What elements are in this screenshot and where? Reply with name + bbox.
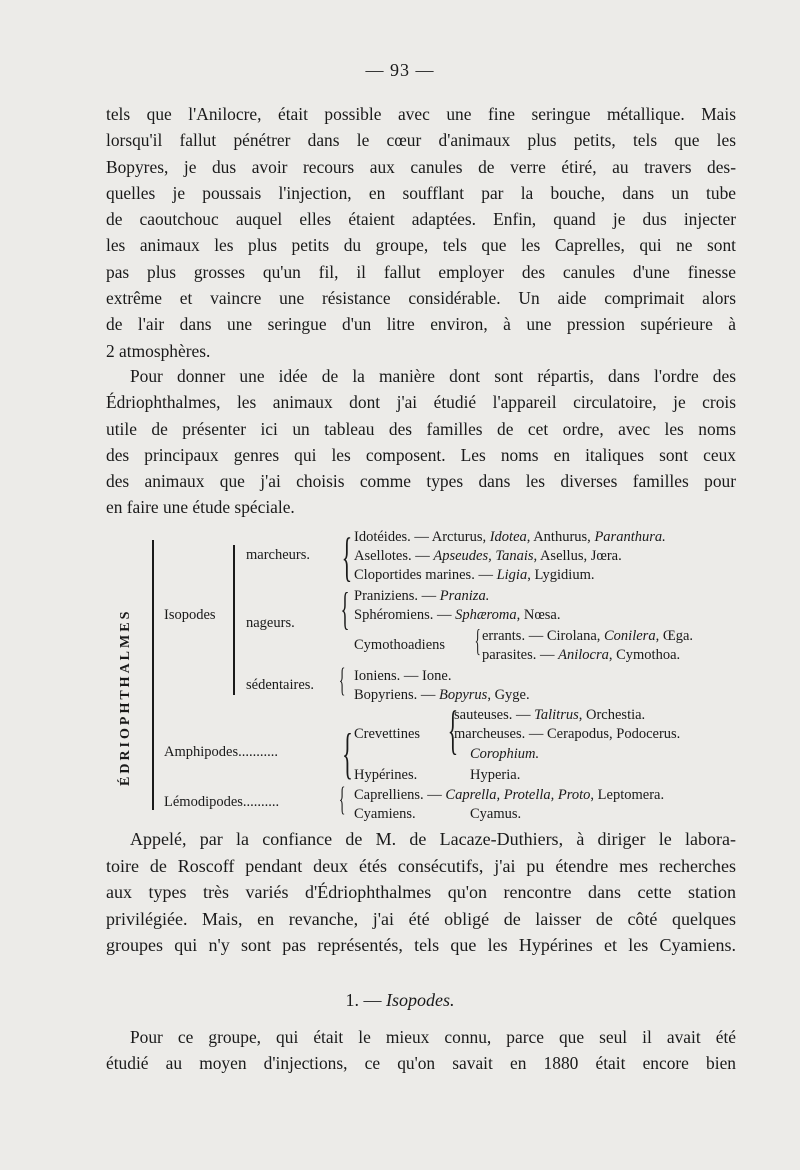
table-row: Praniziens. — Praniza. bbox=[354, 588, 490, 604]
table-row: Asellotes. — Apseudes, Tanais, Asellus, Jœra. bbox=[354, 548, 622, 564]
text-line: 2 atmosphères. bbox=[106, 340, 211, 361]
text-line: lorsqu'il fallut pénétrer dans le cœur d'animaux plus petits, tels que les bbox=[106, 130, 736, 151]
text-line: étudié au moyen d'injections, ce qu'on savait en 1880 était encore bien bbox=[106, 1053, 736, 1074]
table-row: Cloportides marines. — Ligia, Lygidium. bbox=[354, 567, 595, 583]
text-line: Pour donner une idée de la manière dont sont répartis, dans l'ordre des bbox=[130, 366, 736, 386]
text-line: extrême et vaincre une résistance considérable. Un aide comprimait alors bbox=[106, 288, 736, 309]
nageurs-label: nageurs. bbox=[246, 615, 295, 631]
table-row: marcheuses. — Cerapodus, Podocerus. bbox=[454, 726, 681, 742]
table-row: Caprelliens. — Caprella, Protella, Proto, Leptomera. bbox=[354, 787, 665, 803]
table-row: Corophium. bbox=[470, 746, 540, 762]
table-row: Sphéromiens. — Sphæroma, Nœsa. bbox=[354, 607, 561, 623]
paragraph-4 bbox=[106, 1024, 736, 1077]
table-row: Hyperia. bbox=[470, 767, 521, 783]
table-row: Cyamus. bbox=[470, 806, 522, 822]
text-line: utile de présenter ici un tableau des familles de cet ordre, avec les noms bbox=[106, 418, 736, 439]
text-line: Édriophthalmes, les animaux dont j'ai étudié l'appareil circulatoire, je crois bbox=[106, 392, 736, 413]
bracket-line bbox=[152, 540, 154, 810]
brace-icon: { bbox=[338, 781, 346, 818]
text-line: Pour ce groupe, qui était le mieux connu, parce que seul il avait été bbox=[130, 1027, 736, 1047]
order-label: ÉDRIOPHTHALMES bbox=[118, 608, 133, 786]
table-row: parasites. — Anilocra, Cymothoa. bbox=[482, 647, 681, 663]
table-row: Cyamiens. bbox=[354, 806, 416, 822]
page-number: — 93 — bbox=[365, 60, 435, 80]
brace-icon: { bbox=[340, 583, 350, 634]
brace-icon: { bbox=[342, 723, 353, 785]
text-line: en faire une étude spéciale. bbox=[106, 497, 295, 518]
amphipodes-label: Amphipodes........... bbox=[164, 744, 278, 760]
text-line: de caoutchouc auquel elles étaient adaptées. Enfin, quand je dus injecter bbox=[106, 209, 736, 230]
text-line: des animaux que j'ai choisis comme types dans les diverses familles pour bbox=[106, 471, 736, 492]
sedentaires-label: sédentaires. bbox=[246, 677, 315, 693]
isopodes-label: Isopodes bbox=[164, 607, 216, 623]
brace-icon: { bbox=[474, 622, 481, 658]
brace-icon: { bbox=[341, 527, 353, 587]
table-row: errants. — Cirolana, Conilera, Œga. bbox=[482, 628, 694, 644]
text-line: pas plus grosses qu'un fil, il fallut employer des canules d'une finesse bbox=[106, 261, 736, 282]
table-row: Cymothoadiens bbox=[354, 637, 446, 653]
table-row: Hypérines. bbox=[354, 767, 418, 783]
text-line: privilégiée. Mais, en revanche, j'ai été obligé de laisser de côté quelques bbox=[106, 908, 736, 929]
marcheurs-label: marcheurs. bbox=[246, 547, 311, 563]
text-line: quelles je poussais l'injection, en soufflant par la bouche, dans un tube bbox=[106, 182, 736, 203]
text-line: groupes qui n'y sont pas représentés, tels que les Hypérines et les Cyamiens. bbox=[106, 935, 736, 955]
bracket-line bbox=[233, 545, 235, 695]
text-line: aux types très variés d'Édriophthalmes qu'on rencontre dans cette station bbox=[106, 882, 736, 902]
table-row: Bopyriens. — Bopyrus, Gyge. bbox=[354, 687, 530, 703]
text-line: toire de Roscoff pendant deux étés consécutifs, j'ai pu étendre mes recherches bbox=[106, 855, 736, 876]
text-line: tels que l'Anilocre, était possible avec une fine seringue métallique. Mais bbox=[106, 104, 736, 124]
lemodipodes-label: Lémodipodes.......... bbox=[164, 794, 280, 810]
table-row: Crevettines bbox=[354, 726, 421, 742]
brace-icon: { bbox=[447, 700, 459, 760]
brace-icon: { bbox=[338, 662, 346, 699]
paragraph-3 bbox=[106, 826, 736, 959]
text-line: Bopyres, je dus avoir recours aux canules de verre étiré, au travers des- bbox=[106, 156, 736, 177]
table-row: Idotéides. — Arcturus, Idotea, Anthurus, Paranthura. bbox=[354, 529, 666, 545]
section-heading: 1. — Isopodes. bbox=[345, 990, 455, 1010]
text-line: des principaux genres qui les composent. Les noms en italiques sont ceux bbox=[106, 444, 736, 465]
text-line: les animaux les plus petits du groupe, tels que les Caprelles, qui ne sont bbox=[106, 235, 736, 256]
text-line: de l'air dans une seringue d'un litre environ, à une pression supérieure à bbox=[106, 314, 736, 335]
table-row: sauteuses. — Talitrus, Orchestia. bbox=[454, 707, 646, 723]
paragraph-2 bbox=[106, 363, 736, 521]
paragraph-1 bbox=[106, 101, 736, 364]
text-line: Appelé, par la confiance de M. de Lacaze-Duthiers, à diriger le labora- bbox=[130, 829, 736, 849]
table-row: Ioniens. — Ione. bbox=[354, 668, 452, 684]
